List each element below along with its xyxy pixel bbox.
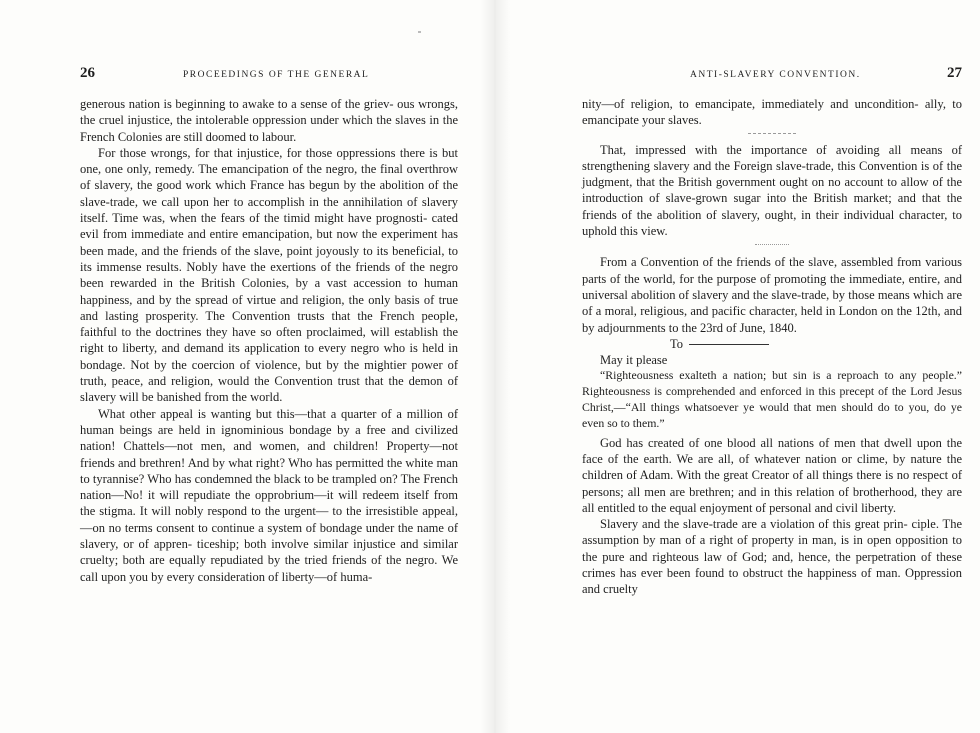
quote-text: “Righteousness exalteth a nation; but sin is a reproach to any people.” Righteousness is comprehended and enforced in this precept of the Lord Jesus Christ,—“All things whatsoever ye would that men should do to you, do ye even so to them.” (582, 368, 962, 430)
scan-mark (418, 31, 421, 33)
right-page (582, 65, 962, 598)
left-paragraph-1: generous nation is beginning to awake to a sense of the griev- ous wrongs, the cruel injustice, the intolerable oppression under which the slaves in the French Colonies are still doomed to labour. (80, 97, 458, 144)
right-page-header (582, 65, 962, 96)
left-running-head: PROCEEDINGS OF THE GENERAL (183, 70, 370, 80)
resolution-paragraph: That, impressed with the importance of avoiding all means of strengthening slavery and the Foreign slave-trade, this Convention is of the judgment, that the British government ought on no account to allow of the introduction of slave-grown sugar into the British market; and that the friends of the abolition of slavery, ought, in their individual character, to uphold this view. (582, 142, 962, 239)
left-paragraph-2: For those wrongs, for that injustice, for those oppressions there is but one, one only, remedy. The emancipation of the negro, the final overthrow of slavery, the good work which France has begun by the abolition of the slave-trade, we call upon her to accomplish in the annihilation of slavery itself. Time was, when the fears of the timid might have prognosti- cated evil from immediate and entire emancipation, but now the experiment has been made, and the friends of the slave, point joyously to its beneficial, to its immense results. Nobly have the exertions of the friends of the negro been rewarded in the British Colonies, by a vast accession to human happiness, and by the spread of virtue and religion, the only basis of true and lasting prosperity. The Convention trusts that the French people, faithful to the doctrines they have so often proclaimed, will establish the right to liberty, and demand its application to every negro who is held in bondage. Not by the coercion of violence, but by the mightier power of truth, peace, and religion, would the Convention trust that the demon of slavery will be banished from the world. (80, 145, 458, 405)
left-page-header (80, 65, 458, 96)
left-page (80, 65, 458, 585)
section-divider (748, 133, 796, 135)
address-to-line (582, 336, 962, 352)
book-gutter (480, 0, 510, 733)
right-paragraph-2: Slavery and the slave-trade are a violation of this great prin- ciple. The assumption by man of a right of property in man, is in open opposition to the pure and righteous law of God; and, hence, the perpetration of these crimes has ever been found to obstruct the happiness of man. Oppression and cruelty (582, 517, 962, 597)
to-label: To (670, 336, 684, 351)
left-page-body (80, 96, 458, 585)
right-page-body (582, 96, 962, 598)
section-divider (755, 244, 789, 246)
right-continuation: nity—of religion, to emancipate, immediately and uncondition- ally, to emancipate your slaves. (582, 97, 962, 128)
left-page-number: 26 (80, 65, 95, 81)
left-paragraph-3: What other appeal is wanting but this—that a quarter of a million of human beings are held in ignominious bondage by a free and civilized nation! Chattels—not men, and women, and children! Property—not friends and brethren! And by what right? Who has permitted the white man to tyrannise? Who has condemned the black to be trampled on? The French nation—No! it will repudiate the opprobrium—it will redeem itself from the stigma. It will nobly respond to the urgent— to the irresistible appeal,—on no terms consent to continue a system of bondage under the name of slavery, or of appren- ticeship; both involve similar injustice and similar cruelty; both are equally repudiated by the tried friends of the negro. We call upon you by every consideration of liberty—of huma- (80, 406, 458, 584)
scripture-quote (582, 368, 962, 431)
right-running-head: ANTI-SLAVERY CONVENTION. (690, 70, 861, 80)
address-intro: From a Convention of the friends of the slave, assembled from various parts of the world, for the purpose of promoting the immediate, entire, and universal abolition of slavery and the slave-trade, by those means which are of a moral, religious, and pacific character, held in London on the 12th, and by adjournments to the 23rd of June, 1840. (582, 255, 962, 335)
right-page-number: 27 (947, 65, 962, 81)
salutation: May it please (600, 353, 668, 368)
right-paragraph-1: God has created of one blood all nations of men that dwell upon the face of the earth. We are all, of whatever nation or clime, by nature the children of Adam. With the great Creator of all things there is no respect of persons; all men are brethren; and in this relation of brotherhood, they are all entitled to the equal enjoyment of personal and civil liberty. (582, 435, 962, 515)
blank-rule (689, 344, 769, 345)
